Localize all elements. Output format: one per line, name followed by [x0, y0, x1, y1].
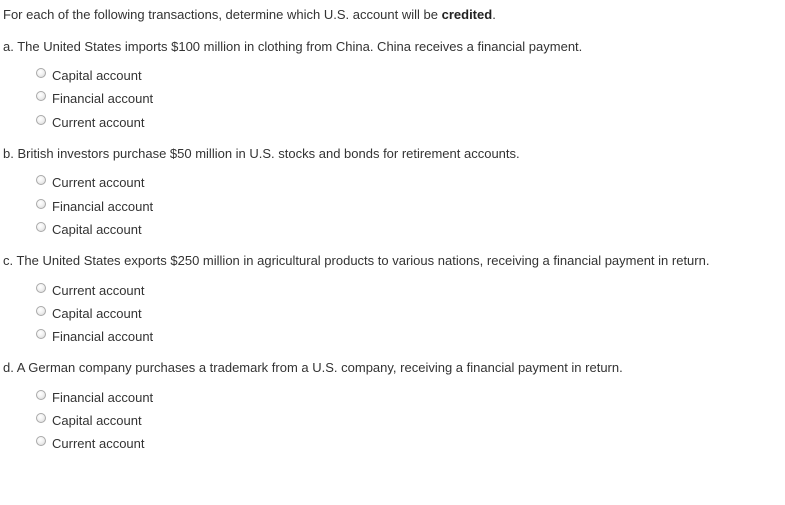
radio-button[interactable]	[36, 436, 46, 446]
option-b-3[interactable]	[36, 221, 142, 237]
option-d-1[interactable]	[36, 389, 153, 405]
radio-button[interactable]	[36, 283, 46, 293]
option-label: Current account	[52, 282, 145, 298]
option-c-1[interactable]	[36, 282, 145, 298]
option-label: Financial account	[52, 328, 154, 344]
option-label: Capital account	[52, 221, 142, 237]
option-label: Capital account	[52, 412, 142, 428]
option-a-1[interactable]	[36, 67, 142, 83]
option-label: Financial account	[52, 198, 154, 214]
radio-button[interactable]	[36, 115, 46, 125]
question-d: d. A German company purchases a trademark from a U.S. company, receiving a financial payment in return.	[3, 360, 623, 375]
option-label: Capital account	[52, 67, 142, 83]
option-d-2[interactable]	[36, 412, 142, 428]
option-b-2[interactable]	[36, 198, 153, 214]
option-b-1[interactable]	[36, 174, 145, 190]
radio-button[interactable]	[36, 390, 46, 400]
radio-button[interactable]	[36, 68, 46, 78]
option-d-3[interactable]	[36, 435, 145, 451]
option-label: Financial account	[52, 90, 154, 106]
radio-button[interactable]	[36, 306, 46, 316]
option-label: Current account	[52, 174, 145, 190]
option-a-3[interactable]	[36, 114, 145, 130]
instructions-text: For each of the following transactions, determine which U.S. account will be	[3, 7, 442, 22]
option-label: Current account	[52, 114, 145, 130]
question-c: c. The United States exports $250 million in agricultural products to various nations, receiving a financial payment in return.	[3, 253, 710, 268]
option-label: Financial account	[52, 389, 154, 405]
radio-button[interactable]	[36, 175, 46, 185]
radio-button[interactable]	[36, 91, 46, 101]
instructions	[3, 7, 496, 22]
instructions-end: .	[492, 7, 496, 22]
option-label: Current account	[52, 435, 145, 451]
question-b: b. British investors purchase $50 million in U.S. stocks and bonds for retirement accounts.	[3, 146, 520, 161]
option-c-2[interactable]	[36, 305, 142, 321]
option-label: Capital account	[52, 305, 142, 321]
instructions-emphasis: credited	[441, 7, 493, 22]
radio-button[interactable]	[36, 413, 46, 423]
radio-button[interactable]	[36, 222, 46, 232]
radio-button[interactable]	[36, 329, 46, 339]
radio-button[interactable]	[36, 199, 46, 209]
option-c-3[interactable]	[36, 328, 153, 344]
option-a-2[interactable]	[36, 90, 153, 106]
question-a: a. The United States imports $100 million in clothing from China. China receives a financial payment.	[3, 39, 583, 54]
